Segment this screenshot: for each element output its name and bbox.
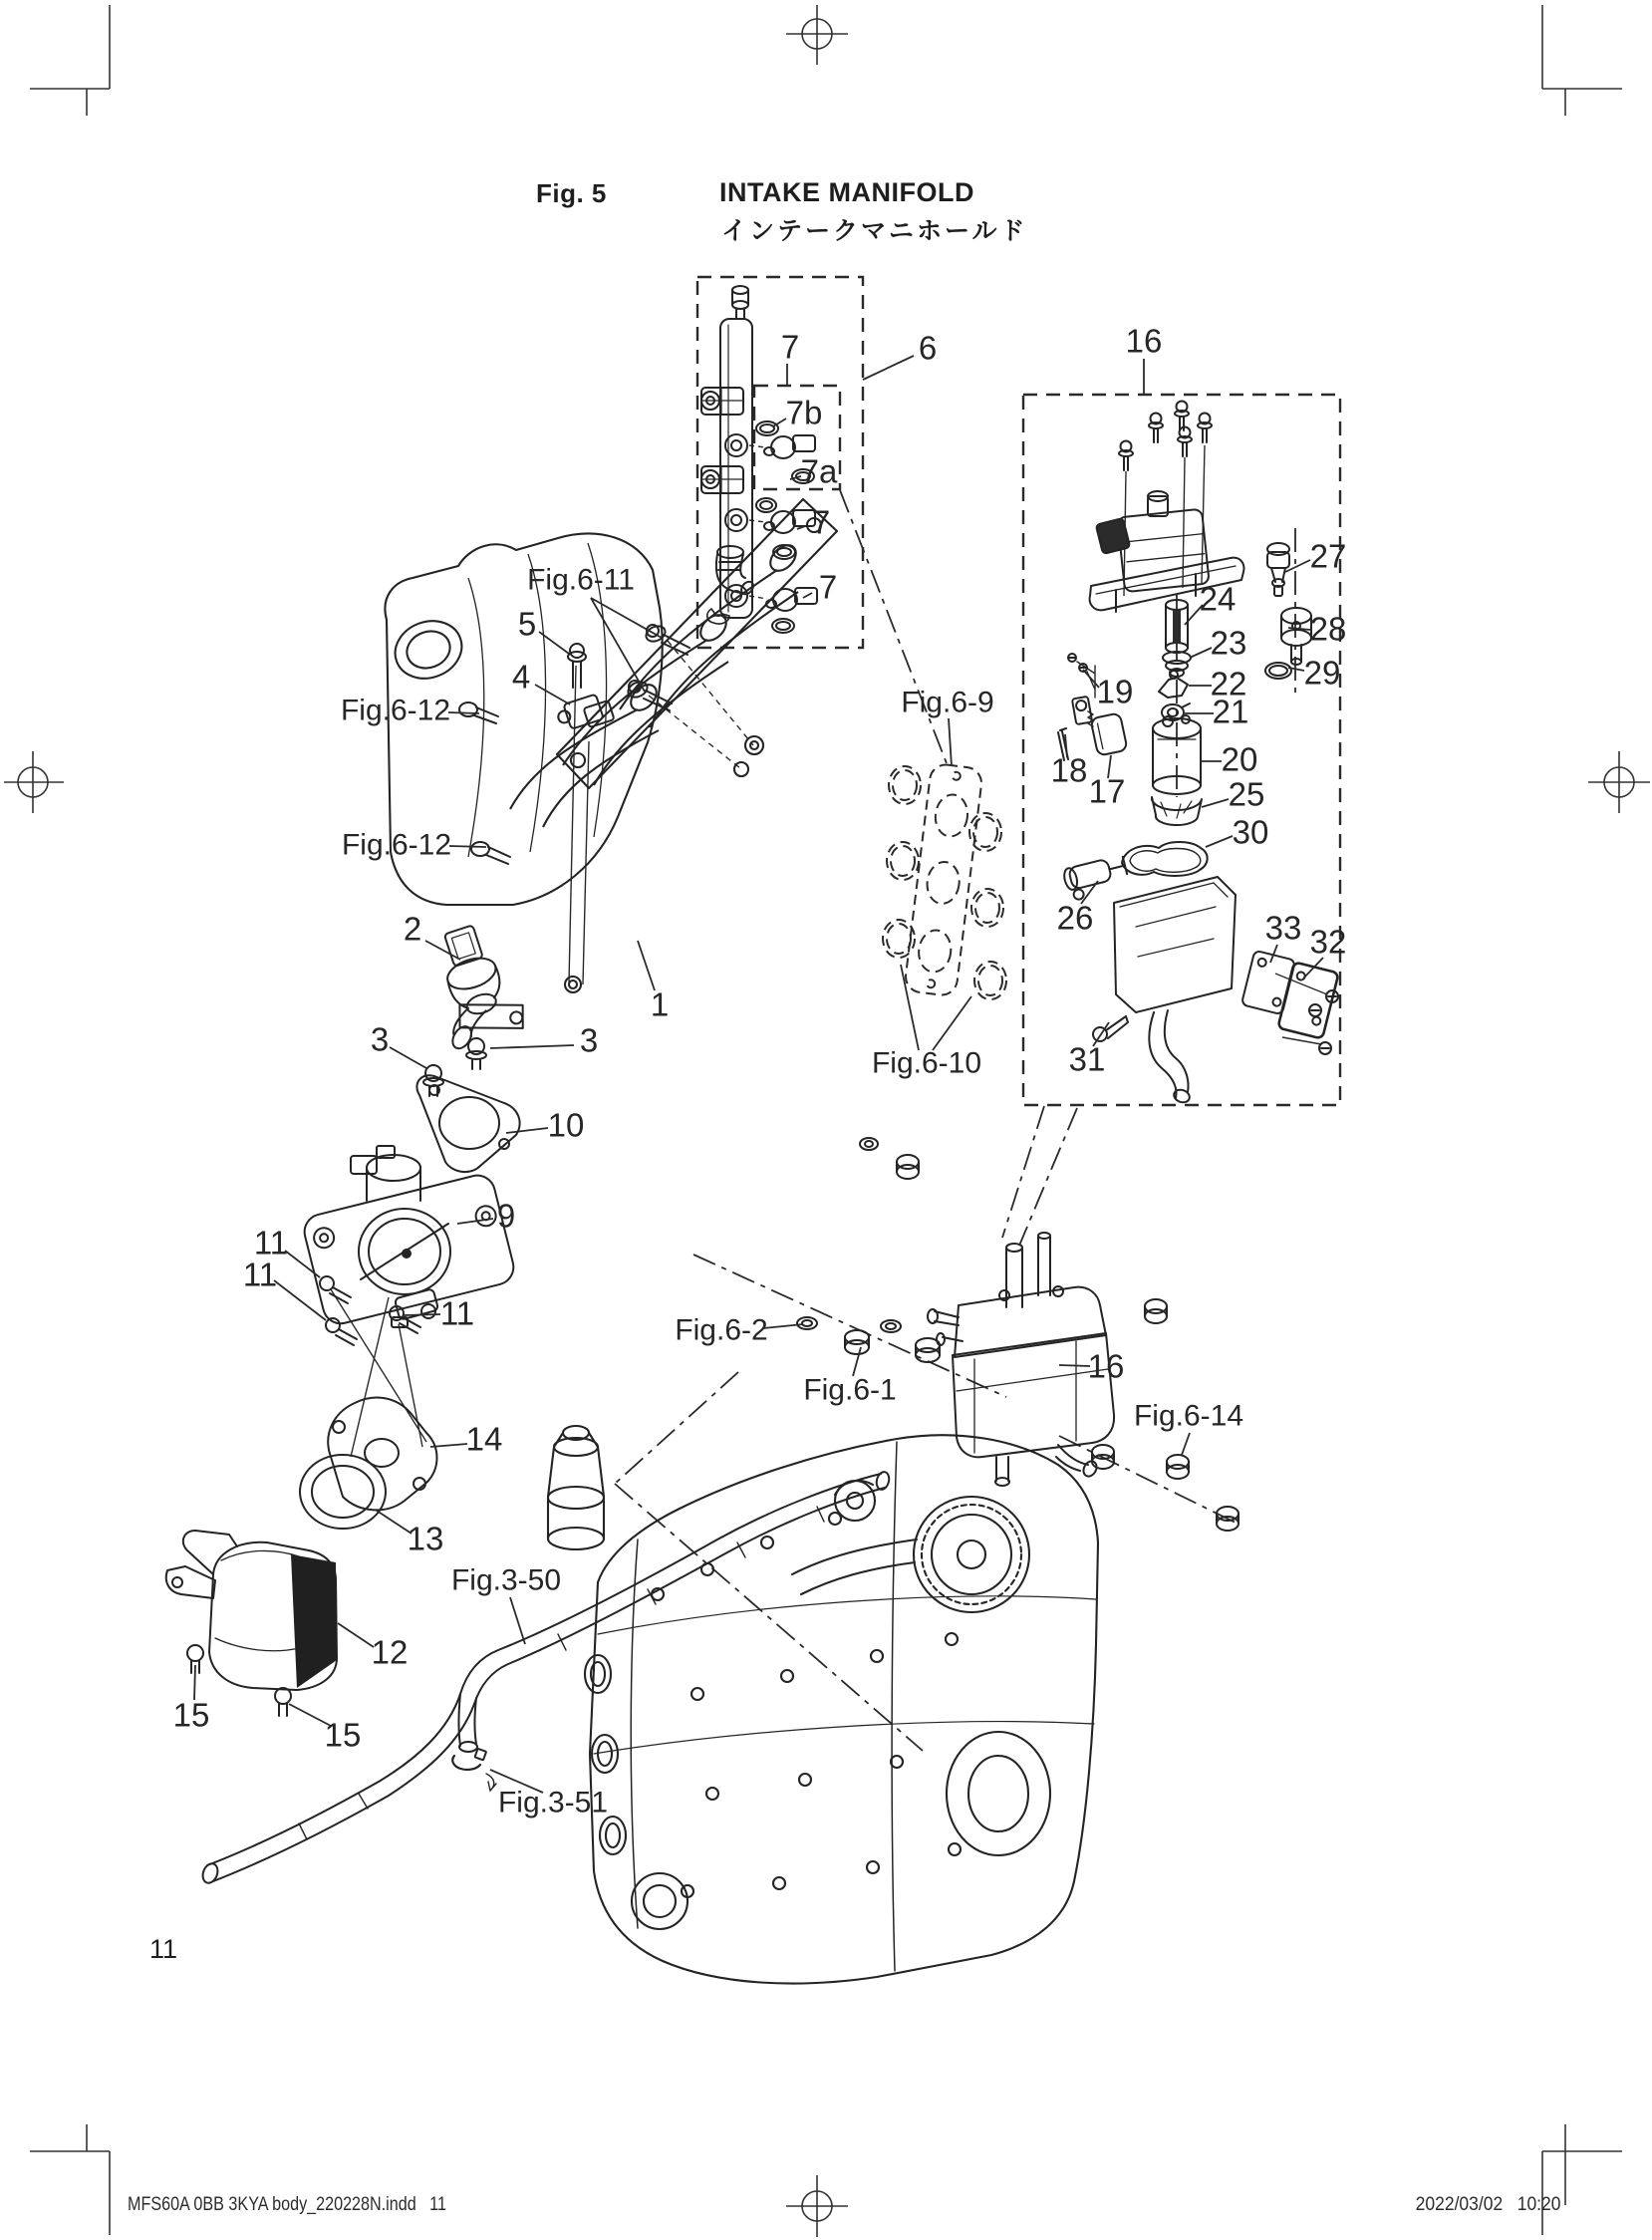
callout-17: 17 xyxy=(1088,772,1126,810)
leader-line xyxy=(1190,648,1212,658)
engine-block-drawing xyxy=(548,1426,1098,1984)
callout-20: 20 xyxy=(1221,740,1258,778)
gasket-orings-drawing xyxy=(883,763,1006,999)
callout-18: 18 xyxy=(1050,751,1088,789)
callout-Fig-6-14: Fig.6-14 xyxy=(1133,1399,1244,1433)
leader-line xyxy=(1065,734,1067,757)
callout-16: 16 xyxy=(1125,322,1163,360)
leader-line xyxy=(1206,836,1233,847)
callout-7b: 7b xyxy=(785,394,823,431)
leader-line xyxy=(901,965,919,1050)
leader-line xyxy=(430,1444,467,1447)
leader-line xyxy=(404,1314,440,1315)
callout-15: 15 xyxy=(172,1696,210,1734)
callout-22: 22 xyxy=(1210,665,1247,702)
callout-15: 15 xyxy=(324,1716,362,1754)
footer-filename: MFS60A 0BB 3KYA body_220228N.indd 11 xyxy=(128,2194,446,2215)
callout-13: 13 xyxy=(407,1520,444,1557)
detail-boxes xyxy=(697,277,1340,1105)
registration-marks xyxy=(4,5,1650,2237)
callout-7: 7 xyxy=(780,328,800,366)
leader-line xyxy=(1182,1433,1190,1455)
callout-Fig-6-11: Fig.6-11 xyxy=(527,563,635,597)
intake-manifold-drawing xyxy=(385,499,837,992)
silencer-group-drawing xyxy=(166,1398,437,1716)
callout-19: 19 xyxy=(1096,673,1134,710)
leader-line xyxy=(510,1597,525,1644)
leader-line xyxy=(1108,755,1111,778)
page-title-japanese: インテークマニホールド xyxy=(721,217,1028,245)
callout-7: 7 xyxy=(811,503,831,541)
callout-27: 27 xyxy=(1309,537,1347,575)
leader-line xyxy=(853,1347,861,1376)
callout-Fig-3-50: Fig.3-50 xyxy=(450,1563,562,1597)
leader-line xyxy=(863,356,914,380)
callout-Fig-6-2: Fig.6-2 xyxy=(675,1313,768,1347)
callout-9: 9 xyxy=(496,1197,516,1235)
callout-Fig-3-51: Fig.3-51 xyxy=(497,1786,609,1820)
leader-line xyxy=(285,1251,320,1277)
leader-line xyxy=(506,1128,548,1133)
leader-line xyxy=(490,1770,543,1793)
callout-4: 4 xyxy=(511,658,531,696)
callout-32: 32 xyxy=(1309,923,1347,961)
callout-14: 14 xyxy=(465,1420,503,1458)
callout-23: 23 xyxy=(1210,624,1247,662)
leader-line xyxy=(390,1047,426,1068)
footer-timestamp: 2022/03/02 10:20 xyxy=(1415,2194,1560,2215)
callout-12: 12 xyxy=(371,1633,409,1671)
leader-line xyxy=(1059,1365,1090,1366)
leader-lines xyxy=(194,356,1323,1793)
callout-31: 31 xyxy=(1068,1040,1106,1078)
leader-line xyxy=(194,1665,195,1700)
callout-11: 11 xyxy=(439,1294,475,1332)
callout-29: 29 xyxy=(1303,654,1341,692)
figure-number: Fig. 5 xyxy=(536,178,607,208)
callout-16: 16 xyxy=(1087,1347,1125,1385)
callout-6: 6 xyxy=(918,329,938,367)
leader-line xyxy=(338,1623,374,1647)
callout-1: 1 xyxy=(650,985,670,1023)
leader-line xyxy=(591,598,645,692)
phantom-lines xyxy=(615,490,1295,1751)
leader-line xyxy=(377,1511,412,1534)
leader-line xyxy=(638,941,655,990)
callout-26: 26 xyxy=(1056,899,1094,937)
vapor-separator-drawing xyxy=(797,1138,1239,1531)
leader-line xyxy=(289,1704,331,1726)
callout-3: 3 xyxy=(579,1021,599,1059)
callout-3: 3 xyxy=(370,1020,390,1058)
callout-7: 7 xyxy=(818,568,838,606)
callout-24: 24 xyxy=(1199,580,1237,618)
callout-Fig-6-1: Fig.6-1 xyxy=(803,1373,897,1407)
throttle-chain-drawing xyxy=(301,918,531,1345)
page-number: 11 xyxy=(149,1934,178,1964)
callout-2: 2 xyxy=(403,910,422,948)
callout-7a: 7a xyxy=(800,452,838,490)
callout-11: 11 xyxy=(253,1224,289,1261)
leader-line xyxy=(457,1219,493,1224)
callout-Fig-6-12: Fig.6-12 xyxy=(341,828,452,862)
fuel-pump-drawing xyxy=(1058,402,1339,1105)
callout-25: 25 xyxy=(1228,775,1265,813)
callout-5: 5 xyxy=(517,605,537,643)
page-title: INTAKE MANIFOLD xyxy=(719,177,974,207)
callout-Fig-6-9: Fig.6-9 xyxy=(901,686,994,719)
leader-line xyxy=(949,718,952,766)
leader-line xyxy=(803,593,812,598)
callout-Fig-6-12: Fig.6-12 xyxy=(340,694,451,727)
callout-11: 11 xyxy=(242,1256,278,1293)
leader-line xyxy=(1083,670,1099,688)
callout-28: 28 xyxy=(1309,610,1347,648)
leader-line xyxy=(535,685,570,704)
callout-10: 10 xyxy=(547,1106,585,1144)
fuel-rail-drawing xyxy=(701,286,817,633)
leader-line xyxy=(448,712,479,713)
leader-line xyxy=(1202,799,1229,807)
callout-33: 33 xyxy=(1264,909,1302,947)
callout-30: 30 xyxy=(1232,813,1269,851)
callout-21: 21 xyxy=(1212,693,1249,730)
leader-line xyxy=(933,996,971,1050)
leader-line xyxy=(490,1045,574,1048)
leader-line xyxy=(449,846,486,847)
callout-Fig-6-10: Fig.6-10 xyxy=(871,1046,982,1080)
